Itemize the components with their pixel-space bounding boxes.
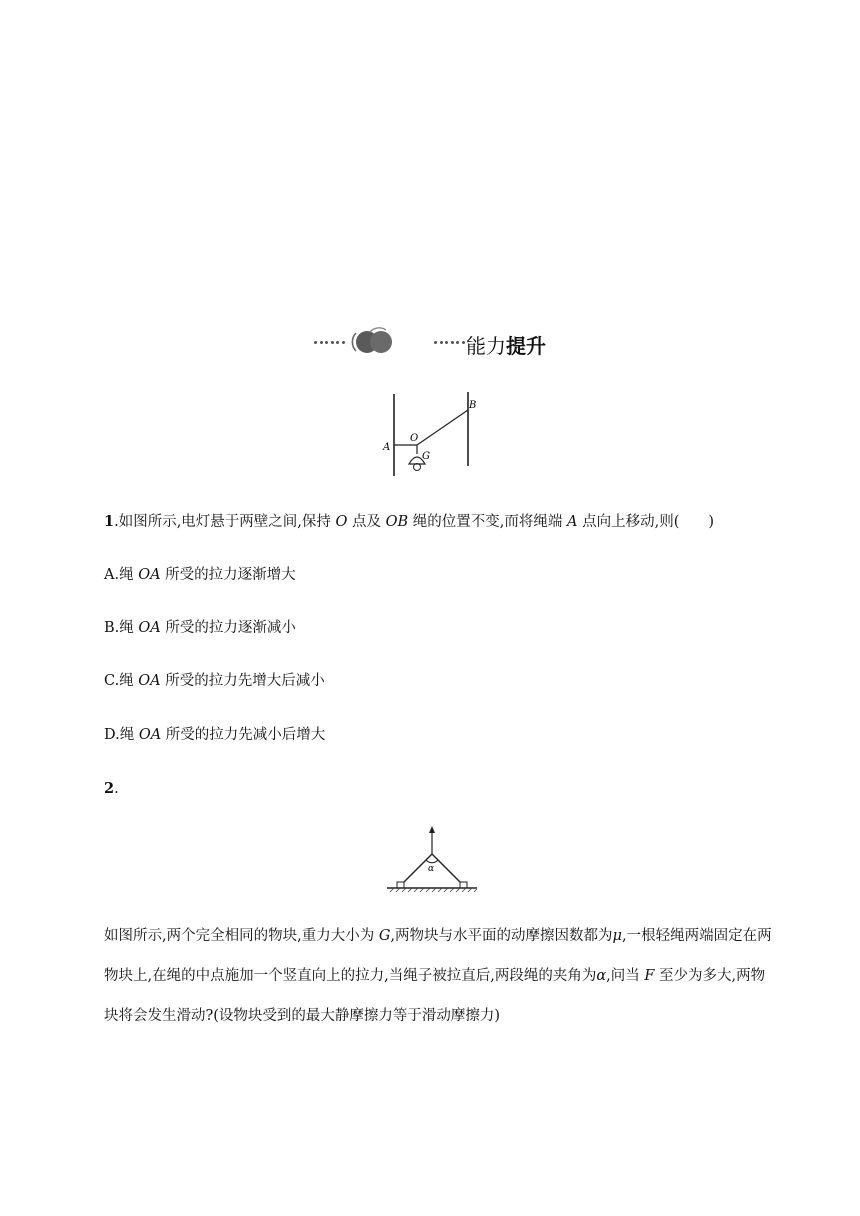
section-header	[312, 324, 552, 364]
angle-arc	[426, 860, 438, 863]
label-b: B	[469, 400, 477, 411]
arrow-head-icon	[429, 826, 435, 833]
section-emblem-icon	[350, 327, 400, 357]
option-b[interactable]: B.绳 OA 所受的拉力逐渐减小	[104, 620, 296, 636]
option-d[interactable]: D.绳 OA 所受的拉力先减小后增大	[104, 727, 326, 743]
rope-ob	[417, 410, 468, 445]
right-dots	[434, 341, 467, 345]
label-alpha: α	[428, 864, 435, 874]
rope-right	[432, 854, 462, 884]
question-1-stem: 1.如图所示,电灯悬于两壁之间,保持 O 点及 OB 绳的位置不变,而将绳端 A 点向上移动,则( )	[104, 513, 715, 530]
question-2-body: 如图所示,两个完全相同的物块,重力大小为 G,两物块与水平面的动摩擦因数都为μ,一根轻绳两端固定在两物块上,在绳的中点施加一个竖直向上的拉力,当绳子被拉直后,两段绳的夹角为α,问当 F 至少为多大,两物块将会发生滑动?(设物块受到的最大静摩擦力等于滑动摩擦力)	[104, 928, 772, 1024]
block-left	[397, 882, 404, 888]
label-o: O	[410, 433, 419, 444]
question-2-number: 2.	[104, 780, 119, 797]
figure-two-blocks	[384, 824, 480, 896]
section-title: 能力提升	[466, 334, 546, 358]
block-right	[460, 882, 467, 888]
option-a[interactable]: A.绳 OA 所受的拉力逐渐增大	[104, 567, 296, 583]
left-dots	[314, 341, 347, 345]
option-c[interactable]: C.绳 OA 所受的拉力先增大后减小	[104, 673, 325, 689]
label-g: G	[422, 451, 430, 462]
figure-lamp-walls	[380, 388, 490, 480]
label-a: A	[383, 442, 391, 453]
